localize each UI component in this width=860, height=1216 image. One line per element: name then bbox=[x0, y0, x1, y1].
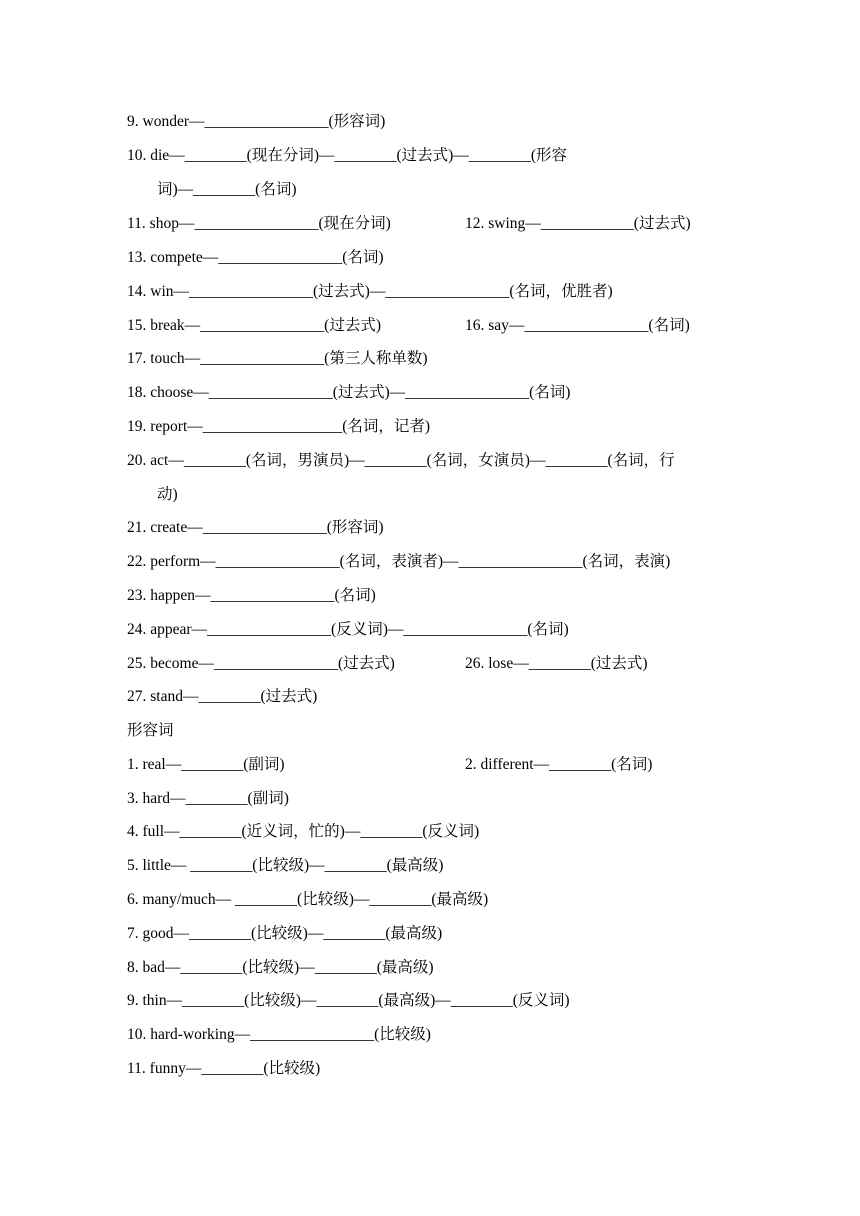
adj-item-3-hard: 3. hard—________(副词) bbox=[127, 790, 289, 807]
item-22-perform: 22. perform—________________(名词，表演者)—________________(名词，表演) bbox=[127, 553, 671, 570]
item-20-act: 20. act—________(名词，男演员)—________(名词，女演员)—________(名词，行 bbox=[127, 452, 675, 469]
adj-item-9-thin: 9. thin—________(比较级)—________(最高级)—________(反义词) bbox=[127, 992, 570, 1009]
section-heading-adjectives: 形容词 bbox=[127, 722, 174, 739]
item-16-say: 16. say—________________(名词) bbox=[465, 317, 690, 334]
item-21-create: 21. create—________________(形容词) bbox=[127, 519, 384, 536]
item-9-wonder: 9. wonder—________________(形容词) bbox=[127, 113, 386, 130]
item-17-touch: 17. touch—________________(第三人称单数) bbox=[127, 350, 428, 367]
adj-item-10-hard-working: 10. hard-working—________________(比较级) bbox=[127, 1026, 431, 1043]
item-27-stand: 27. stand—________(过去式) bbox=[127, 688, 318, 705]
adj-item-11-funny: 11. funny—________(比较级) bbox=[127, 1060, 321, 1077]
item-19-report: 19. report—__________________(名词，记者) bbox=[127, 418, 431, 435]
item-14-win: 14. win—________________(过去式)—________________(名词，优胜者) bbox=[127, 283, 613, 300]
item-26-lose: 26. lose—________(过去式) bbox=[465, 655, 648, 672]
item-10-die: 10. die—________(现在分词)—________(过去式)—________(形容 bbox=[127, 147, 567, 164]
item-23-happen: 23. happen—________________(名词) bbox=[127, 587, 376, 604]
adj-item-8-bad: 8. bad—________(比较级)—________(最高级) bbox=[127, 959, 434, 976]
adj-item-7-good: 7. good—________(比较级)—________(最高级) bbox=[127, 925, 443, 942]
adj-item-2-different: 2. different—________(名词) bbox=[465, 756, 653, 773]
adj-item-6-many-much: 6. many/much— ________(比较级)—________(最高级) bbox=[127, 891, 489, 908]
item-15-break: 15. break—________________(过去式) bbox=[127, 317, 381, 334]
item-10-die-continued: 词)—________(名词) bbox=[157, 181, 297, 198]
item-11-shop: 11. shop—________________(现在分词) bbox=[127, 215, 391, 232]
adj-item-4-full: 4. full—________(近义词，忙的)—________(反义词) bbox=[127, 823, 480, 840]
item-18-choose: 18. choose—________________(过去式)—________________(名词) bbox=[127, 384, 571, 401]
item-24-appear: 24. appear—________________(反义词)—________________(名词) bbox=[127, 621, 569, 638]
adj-item-1-real: 1. real—________(副词) bbox=[127, 756, 285, 773]
item-13-compete: 13. compete—________________(名词) bbox=[127, 249, 384, 266]
item-25-become: 25. become—________________(过去式) bbox=[127, 655, 395, 672]
adj-item-5-little: 5. little— ________(比较级)—________(最高级) bbox=[127, 857, 444, 874]
item-20-act-continued: 动) bbox=[157, 486, 178, 503]
item-12-swing: 12. swing—____________(过去式) bbox=[465, 215, 691, 232]
